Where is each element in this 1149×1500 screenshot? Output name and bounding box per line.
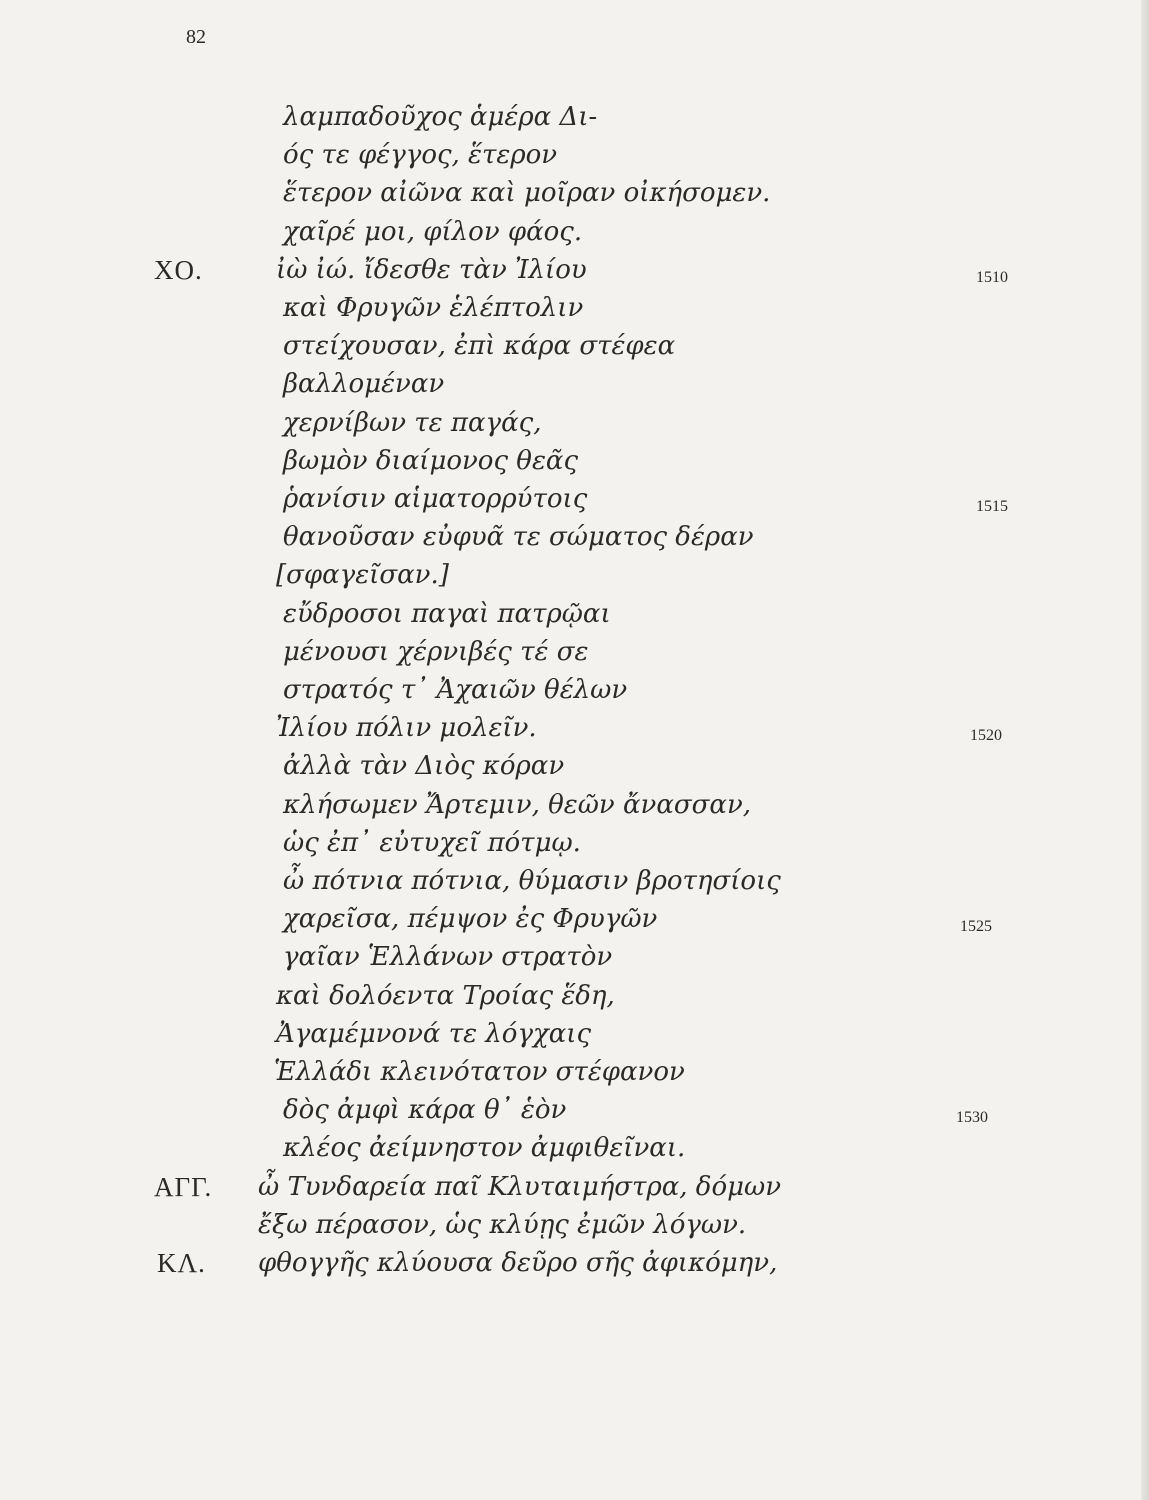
- page-number: 82: [186, 26, 206, 48]
- verse-line: [0, 675, 1149, 715]
- verse-line: [0, 331, 1149, 371]
- verse-line: [0, 484, 1149, 524]
- verse-text: ἕτερον αἰῶνα καὶ μοῖραν οἰκήσομεν.: [283, 178, 771, 209]
- verse-text: [σφαγεῖσαν.]: [276, 560, 449, 591]
- verse-text: εὔδροσοι παγαὶ πατρῷαι: [283, 598, 611, 629]
- line-number: 1510: [976, 268, 1008, 286]
- verse-line: [0, 408, 1149, 448]
- verse-line: [0, 102, 1149, 142]
- verse-text: βαλλομέναν: [283, 369, 445, 400]
- verse-text: Ἰλίου πόλιν μολεῖν.: [276, 713, 537, 744]
- verse-line: [0, 446, 1149, 486]
- verse-line: [0, 1057, 1149, 1097]
- verse-line: [0, 1019, 1149, 1059]
- verse-text: Ἑλλάδι κλεινότατον στέφανον: [274, 1057, 685, 1087]
- verse-line: [0, 751, 1149, 791]
- verse-text: μένουσι χέρνιβές τέ σε: [283, 636, 589, 667]
- speaker-label: ΑΓΓ.: [154, 1171, 213, 1202]
- verse-line: [0, 369, 1149, 409]
- verse-text: ἰὼ ἰώ. ἴδεσθε τὰν Ἰλίου: [276, 254, 587, 285]
- verse-text: ὡς ἐπ᾽ εὐτυχεῖ πότμῳ.: [283, 827, 581, 858]
- verse-line: [0, 1248, 1149, 1288]
- verse-line: [0, 599, 1149, 639]
- verse-line: [0, 981, 1149, 1021]
- verse-text: κλήσωμεν Ἄρτεμιν, θεῶν ἄνασσαν,: [283, 789, 752, 820]
- verse-line: [0, 178, 1149, 218]
- verse-text: στείχουσαν, ἐπὶ κάρα στέφεα: [283, 331, 676, 362]
- verse-text: βωμὸν διαίμονος θεᾶς: [283, 445, 579, 476]
- verse-line: [0, 560, 1149, 600]
- verse-line: [0, 140, 1149, 180]
- verse-text: ός τε φέγγος, ἕτερον: [283, 140, 558, 171]
- verse-line: [0, 790, 1149, 830]
- speaker-label: ΧΟ.: [154, 254, 203, 285]
- verse-line: [0, 828, 1149, 868]
- verse-line: [0, 255, 1149, 295]
- verse-text: καὶ Φρυγῶν ἑλέπτολιν: [283, 293, 584, 323]
- verse-line: [0, 942, 1149, 982]
- verse-text: φθογγῆς κλύουσα δεῦρο σῆς ἀφικόμην,: [258, 1248, 778, 1278]
- line-number: 1515: [976, 498, 1008, 515]
- verse-line: [0, 866, 1149, 906]
- verse-text: θανοῦσαν εὐφυᾶ τε σώματος δέραν: [283, 522, 754, 553]
- verse-line: [0, 1095, 1149, 1135]
- verse-text: χερνίβων τε παγάς,: [283, 407, 542, 438]
- verse-text: ἀλλὰ τὰν Διὸς κόραν: [283, 751, 565, 782]
- verse-text: ἔξω πέρασον, ὡς κλύῃς ἐμῶν λόγων.: [258, 1209, 747, 1240]
- verse-text: γαῖαν Ἑλλάνων στρατὸν: [283, 942, 613, 973]
- verse-text: ῥανίσιν αἱματορρύτοις: [283, 484, 588, 514]
- verse-text: Ἀγαμέμνονά τε λόγχαις: [276, 1018, 592, 1049]
- verse-text: χαῖρέ μοι, φίλον φάος.: [283, 216, 583, 247]
- verse-text: χαρεῖσα, πέμψον ἐς Φρυγῶν: [283, 904, 658, 935]
- line-number: 1520: [970, 727, 1002, 745]
- speaker-label: ΚΛ.: [157, 1248, 206, 1278]
- verse-text: δὸς ἀμφὶ κάρα θ᾽ ἑὸν: [283, 1095, 567, 1126]
- verse-text: κλέος ἀείμνηστον ἀμφιθεῖναι.: [283, 1133, 686, 1164]
- verse-text: ὦ Τυνδαρεία παῖ Κλυταιμήστρα, δόμων: [258, 1171, 782, 1202]
- line-number: 1530: [956, 1109, 988, 1127]
- verse-line: [0, 1172, 1149, 1212]
- verse-text: λαμπαδοῦχος ἁμέρα Δι-: [283, 102, 598, 132]
- verse-text: στρατός τ᾽ Ἀχαιῶν θέλων: [283, 675, 628, 705]
- verse-line: [0, 1133, 1149, 1173]
- verse-line: [0, 217, 1149, 257]
- line-number: 1525: [960, 918, 992, 936]
- verse-line: [0, 713, 1149, 753]
- verse-line: [0, 293, 1149, 333]
- verse-line: [0, 637, 1149, 677]
- verse-text: ὦ πότνια πότνια, θύμασιν βροτησίοις: [283, 866, 781, 896]
- verse-text: καὶ δολόεντα Τροίας ἕδη,: [276, 980, 615, 1011]
- verse-line: [0, 522, 1149, 562]
- verse-line: [0, 1210, 1149, 1250]
- verse-line: [0, 904, 1149, 944]
